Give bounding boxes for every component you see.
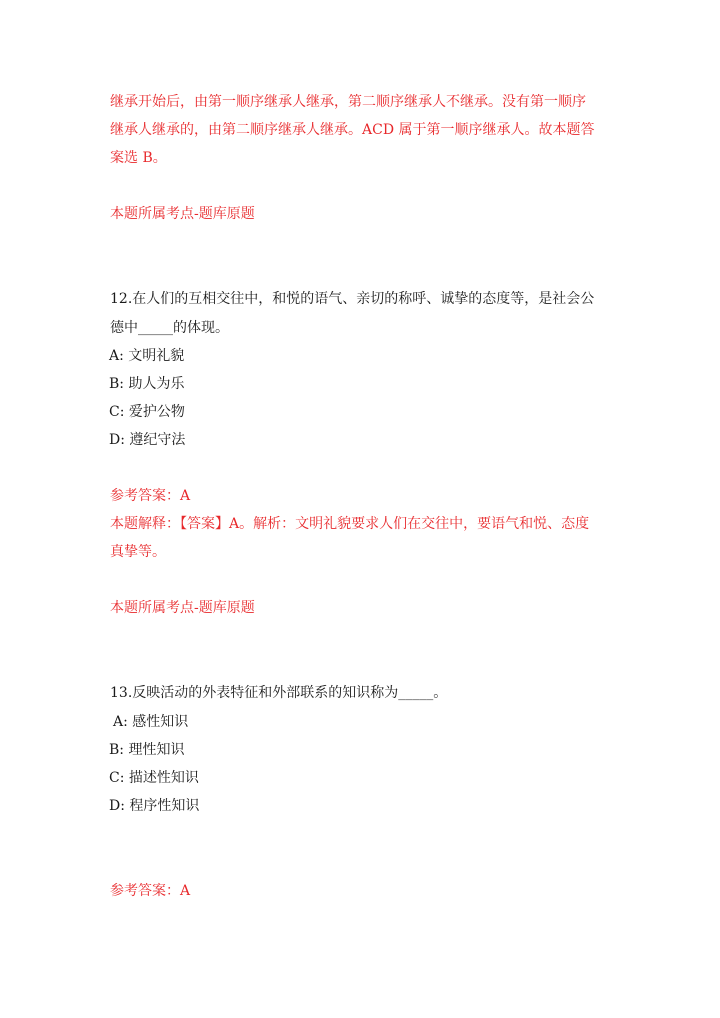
q13-option-c: C: 描述性知识 <box>109 770 199 786</box>
q12-explanation-line-1: 本题解释：【答案】A。解析：文明礼貌要求人们在交往中，要语气和悦、态度 <box>110 516 590 532</box>
prev-explanation-line-1: 继承开始后，由第一顺序继承人继承，第二顺序继承人不继承。没有第一顺序 <box>110 94 586 110</box>
q13-stem: 13.反映活动的外表特征和外部联系的知识称为_____。 <box>110 685 448 701</box>
q12-option-a: A: 文明礼貌 <box>109 348 185 364</box>
q13-option-a: A: 感性知识 <box>113 714 189 730</box>
q13-answer: 参考答案：A <box>110 883 191 899</box>
q12-option-d: D: 遵纪守法 <box>109 432 186 448</box>
q12-option-b: B: 助人为乐 <box>109 376 185 392</box>
q12-stem-line-1: 12.在人们的互相交往中，和悦的语气、亲切的称呼、诚挚的态度等，是社会公 <box>110 291 595 307</box>
q13-option-d: D: 程序性知识 <box>109 798 200 814</box>
prev-explanation-line-3: 案选 B。 <box>110 150 167 166</box>
q12-source-tag: 本题所属考点-题库原题 <box>110 600 255 616</box>
q13-option-b: B: 理性知识 <box>109 742 185 758</box>
q12-option-c: C: 爱护公物 <box>109 404 185 420</box>
q12-stem-line-2: 德中_____的体现。 <box>110 320 229 336</box>
q12-answer: 参考答案：A <box>110 488 191 504</box>
prev-explanation-line-2: 继承人继承的，由第二顺序继承人继承。ACD 属于第一顺序继承人。故本题答 <box>110 122 595 138</box>
prev-source-tag: 本题所属考点-题库原题 <box>110 206 255 222</box>
q12-explanation-line-2: 真挚等。 <box>110 544 166 560</box>
